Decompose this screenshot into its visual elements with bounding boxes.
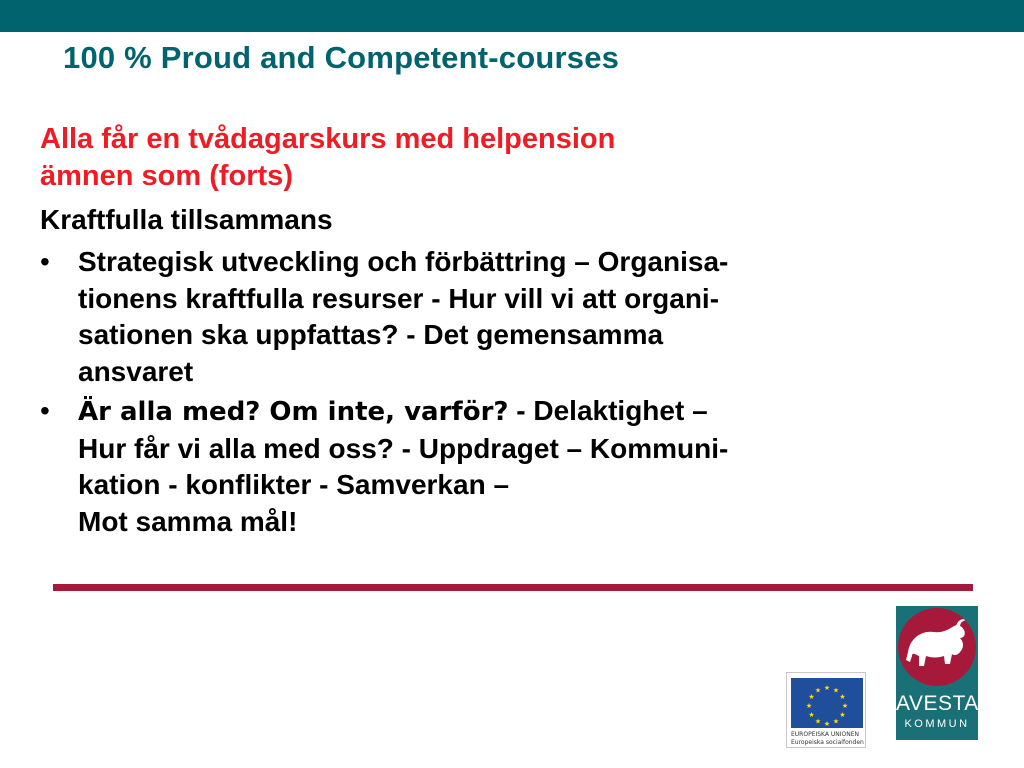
svg-text:★: ★	[814, 686, 822, 695]
kommun-name: AVESTA	[896, 692, 979, 715]
eu-text-fund: Europeiska socialfonden	[791, 739, 864, 746]
bullet-lead-rest: - Delaktighet –	[508, 395, 708, 426]
eu-logo	[786, 672, 866, 748]
avesta-kommun-logo	[896, 606, 978, 740]
bullet-dot-icon: •	[40, 395, 50, 426]
svg-text:★: ★	[814, 717, 822, 726]
slide-content	[40, 121, 1000, 543]
bullet-dot-icon: •	[40, 246, 50, 277]
top-bar	[0, 0, 1024, 32]
svg-text:★: ★	[805, 702, 813, 710]
svg-text:★: ★	[832, 717, 840, 726]
divider-line	[53, 584, 973, 591]
eu-flag-icon	[791, 678, 863, 728]
subtitle-line: ämnen som (forts)	[40, 160, 293, 192]
bullet-line	[78, 393, 1000, 431]
bullet-line: kation - konflikter - Samverkan –	[78, 469, 510, 500]
svg-text:★: ★	[841, 702, 849, 710]
svg-text:★: ★	[808, 711, 815, 719]
svg-text:★: ★	[808, 693, 815, 701]
bullet-item	[40, 244, 1000, 390]
subtitle	[40, 121, 1000, 195]
bison-icon	[898, 608, 976, 686]
bullet-item	[40, 393, 1000, 540]
section-heading: Kraftfulla tillsammans	[40, 204, 333, 235]
bullet-lead: Är alla med? Om inte, varför?	[78, 397, 509, 427]
eu-stars-icon	[791, 678, 863, 728]
slide-title: 100 % Proud and Competent-courses	[63, 40, 620, 75]
subtitle-line: Alla får en tvådagarskurs med helpension	[40, 123, 616, 155]
svg-text:★: ★	[823, 684, 831, 692]
svg-text:★: ★	[832, 686, 840, 695]
svg-text:★: ★	[823, 720, 831, 728]
bison-emblem	[898, 608, 976, 686]
bullet-line: Mot samma mål!	[78, 505, 298, 537]
svg-text:★: ★	[839, 693, 846, 701]
bullet-line: ansvaret	[78, 355, 194, 387]
eu-text-union: EUROPEISKA UNIONEN	[791, 731, 860, 738]
bullet-line: sationen ska uppfattas? - Det gemensamma	[78, 319, 664, 350]
bullet-line: Strategisk utveckling och förbättring – Organisa-	[78, 246, 729, 277]
bullet-line: Hur får vi alla med oss? - Uppdraget – Kommuni-	[78, 432, 729, 464]
bullet-line: tionens kraftfulla resurser - Hur vill vi att organi-	[78, 282, 720, 314]
kommun-sub: KOMMUN	[904, 718, 970, 730]
svg-text:★: ★	[839, 711, 846, 719]
bullet-list	[40, 244, 1000, 540]
